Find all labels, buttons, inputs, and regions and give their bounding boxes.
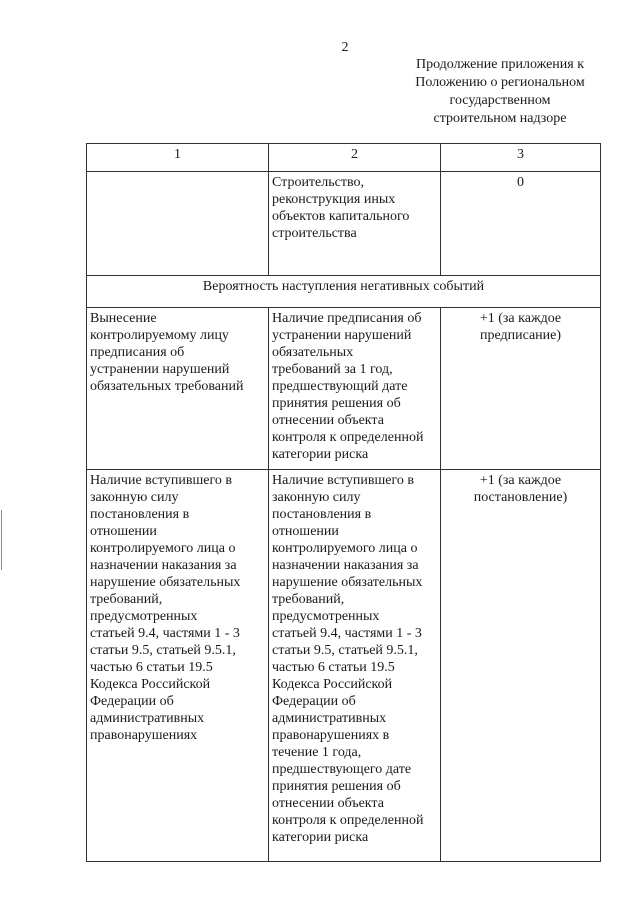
section-title: Вероятность наступления негативных событий [87, 276, 601, 308]
criterion-line: статьей 9.4, частями 1 - 3 [90, 626, 240, 641]
header-note-line: Продолжение приложения к [415, 57, 585, 72]
indicator-line: назначении наказания за [272, 558, 419, 573]
indicator-line: принятия решения об [272, 396, 401, 411]
indicator-line: постановления в [272, 507, 372, 522]
scan-margin-mark [1, 510, 6, 570]
value-cell [441, 470, 601, 862]
criterion-line: постановления в [90, 507, 190, 522]
criterion-line: устранении нарушений [90, 362, 230, 377]
criterion-line: требований, [90, 592, 163, 607]
indicator-line: предусмотренных [272, 609, 380, 624]
indicator-line: категории риска [272, 447, 369, 462]
column-number-1: 1 [87, 144, 269, 172]
table-row-resolution [87, 470, 601, 862]
indicator-line: Кодекса Российской [272, 677, 393, 692]
indicator-line: контроля к определенной [272, 813, 424, 828]
criterion-line: Федерации об [90, 694, 174, 709]
indicator-line: статьей 9.4, частями 1 - 3 [272, 626, 422, 641]
table-row-prescription [87, 308, 601, 470]
criterion-cell [87, 308, 269, 470]
risk-criteria-table [86, 143, 601, 862]
indicator-line: объектов капитального [272, 209, 410, 224]
criterion-line: частью 6 статьи 19.5 [90, 660, 213, 675]
criterion-line: Вынесение [90, 311, 157, 326]
indicator-line: течение 1 года, [272, 745, 362, 760]
indicator-line: строительства [272, 226, 357, 241]
value-line: предписание) [479, 328, 562, 343]
indicator-line: контроля к определенной [272, 430, 424, 445]
criterion-line: обязательных требований [90, 379, 244, 394]
indicator-line: Наличие вступившего в [272, 473, 414, 488]
appendix-header-note [380, 56, 620, 128]
indicator-cell [269, 470, 441, 862]
page-number: 2 [341, 40, 349, 55]
indicator-cell [269, 308, 441, 470]
criterion-line: законную силу [90, 490, 179, 505]
criterion-line: нарушение обязательных [90, 575, 241, 590]
column-number-2: 2 [269, 144, 441, 172]
criterion-line: предусмотренных [90, 609, 198, 624]
indicator-line: обязательных [272, 345, 354, 360]
table-row-construction [87, 172, 601, 276]
indicator-line: требований за 1 год, [272, 362, 393, 377]
indicator-line: предшествующего дате [272, 762, 412, 777]
indicator-line: Наличие предписания об [272, 311, 422, 326]
criterion-line: предписания об [90, 345, 185, 360]
value-line: +1 (за каждое [479, 473, 562, 488]
header-note-line: государственном [449, 93, 551, 108]
value-cell: 0 [441, 172, 601, 276]
indicator-line: отнесении объекта [272, 413, 384, 428]
indicator-line: контролируемого лица о [272, 541, 418, 556]
indicator-line: правонарушениях в [272, 728, 390, 743]
criterion-line: контролируемого лица о [90, 541, 236, 556]
indicator-line: требований, [272, 592, 345, 607]
criterion-line: Кодекса Российской [90, 677, 211, 692]
indicator-line: статьи 9.5, статьей 9.5.1, [272, 643, 418, 658]
indicator-line: Строительство, [272, 175, 364, 190]
criterion-line: административных [90, 711, 205, 726]
indicator-line: отношении [272, 524, 339, 539]
criterion-line: отношении [90, 524, 157, 539]
value-line: постановление) [473, 490, 568, 505]
indicator-line: отнесении объекта [272, 796, 384, 811]
indicator-line: законную силу [272, 490, 361, 505]
indicator-line: принятия решения об [272, 779, 401, 794]
indicator-line: устранении нарушений [272, 328, 412, 343]
indicator-line: предшествующий дате [272, 379, 408, 394]
criterion-cell [87, 470, 269, 862]
header-note-line: строительном надзоре [433, 111, 567, 126]
criterion-line: назначении наказания за [90, 558, 237, 573]
indicator-line: категории риска [272, 830, 369, 845]
criterion-cell-empty [87, 172, 269, 276]
indicator-line: частью 6 статьи 19.5 [272, 660, 395, 675]
header-note-line: Положению о региональном [415, 75, 585, 90]
indicator-line: реконструкция иных [272, 192, 396, 207]
criterion-line: контролируемому лицу [90, 328, 229, 343]
indicator-line: административных [272, 711, 387, 726]
indicator-line: Федерации об [272, 694, 356, 709]
indicator-cell [269, 172, 441, 276]
indicator-line: нарушение обязательных [272, 575, 423, 590]
column-number-3: 3 [441, 144, 601, 172]
section-heading-row [87, 276, 601, 308]
criterion-line: Наличие вступившего в [90, 473, 232, 488]
column-number-row [87, 144, 601, 172]
value-cell [441, 308, 601, 470]
value-line: +1 (за каждое [479, 311, 562, 326]
criterion-line: статьи 9.5, статьей 9.5.1, [90, 643, 236, 658]
criterion-line: правонарушениях [90, 728, 198, 743]
